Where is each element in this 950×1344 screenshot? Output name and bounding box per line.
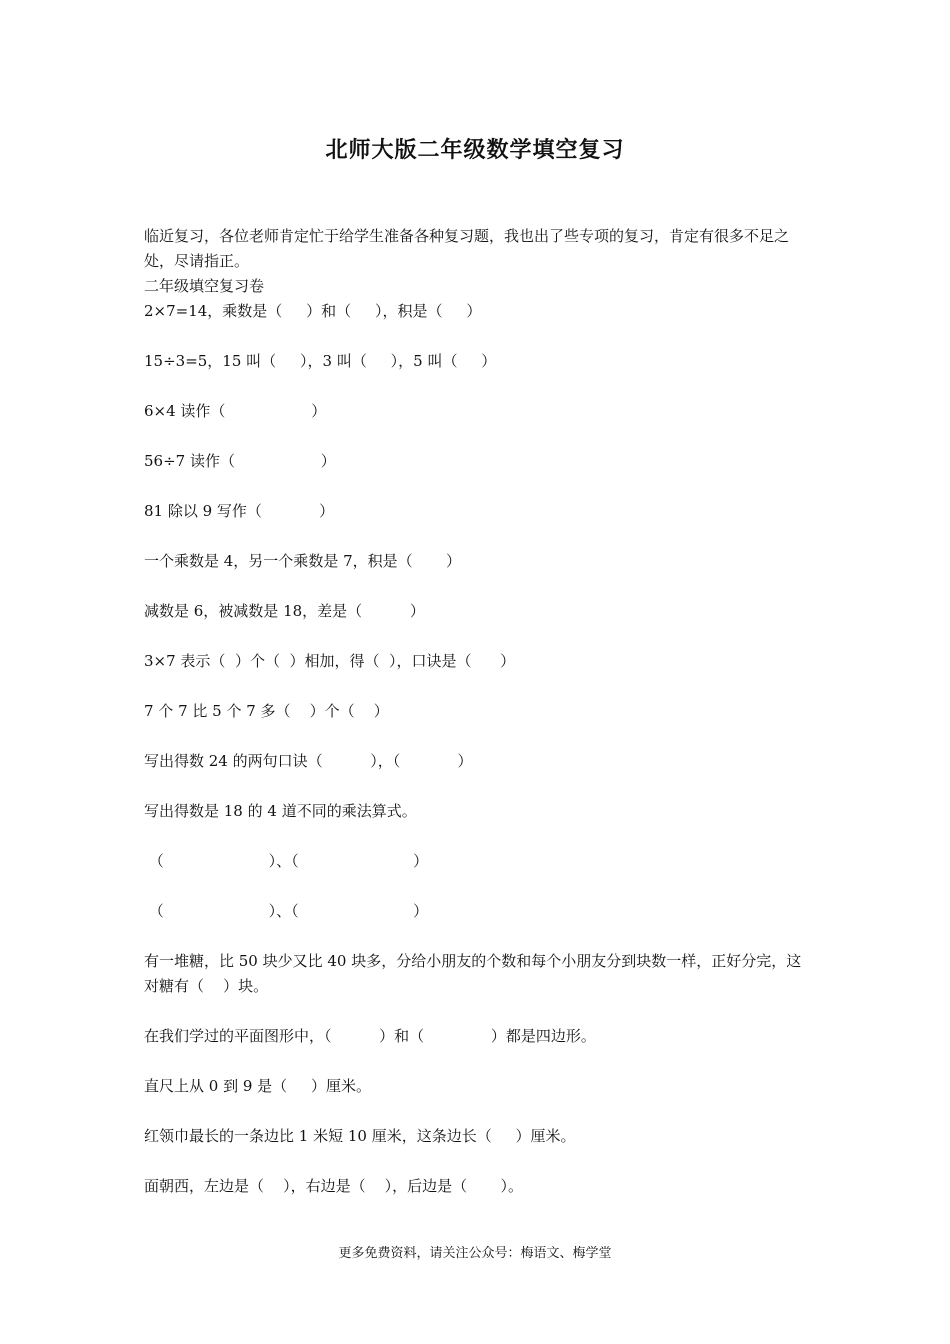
page-title: 北师大版二年级数学填空复习: [325, 138, 625, 163]
answer-blanks-row-2: （ ）、（ ）: [144, 902, 429, 920]
question-13: 在我们学过的平面图形中，（ ）和（ ）都是四边形。: [144, 1027, 596, 1045]
question-16: 面朝西，左边是（ ），右边是（ ），后边是（ ）。: [144, 1177, 524, 1195]
question-10: 写出得数 24 的两句口诀（ ），（ ）: [144, 752, 473, 770]
question-2: 15÷3=5，15 叫（ ），3 叫（ ），5 叫（ ）: [144, 352, 497, 370]
question-8: 3×7 表示（ ）个（ ）相加，得（ ），口诀是（ ）: [144, 652, 516, 670]
question-6: 一个乘数是 4，另一个乘数是 7，积是（ ）: [144, 552, 462, 570]
page-footer: 更多免费资料，请关注公众号：梅语文、梅学堂: [338, 1246, 612, 1261]
question-3: 6×4 读作（ ）: [144, 402, 327, 420]
question-9: 7 个 7 比 5 个 7 多（ ）个（ ）: [144, 702, 389, 720]
question-7: 减数是 6，被减数是 18，差是（ ）: [144, 602, 425, 620]
question-14: 直尺上从 0 到 9 是（ ）厘米。: [144, 1077, 372, 1095]
question-1: 2×7=14，乘数是（ ）和（ ），积是（ ）: [144, 302, 482, 320]
document-body: [144, 224, 814, 1199]
question-5: 81 除以 9 写作（ ）: [144, 502, 335, 520]
question-15: 红领巾最长的一条边比 1 米短 10 厘米，这条边长（ ）厘米。: [144, 1127, 576, 1145]
question-4: 56÷7 读作（ ）: [144, 452, 336, 470]
question-12: 有一堆糖，比 50 块少又比 40 块多，分给小朋友的个数和每个小朋友分到块数一样，正好分完，这对糖有（ ）块。: [144, 952, 802, 995]
answer-blanks-row-1: （ ）、（ ）: [144, 852, 429, 870]
exam-subtitle: 二年级填空复习卷: [144, 277, 265, 295]
intro-paragraph: 临近复习，各位老师肯定忙于给学生准备各种复习题，我也出了些专项的复习，肯定有很多不足之处，尽请指正。: [144, 227, 790, 270]
question-11: 写出得数是 18 的 4 道不同的乘法算式。: [144, 802, 417, 820]
